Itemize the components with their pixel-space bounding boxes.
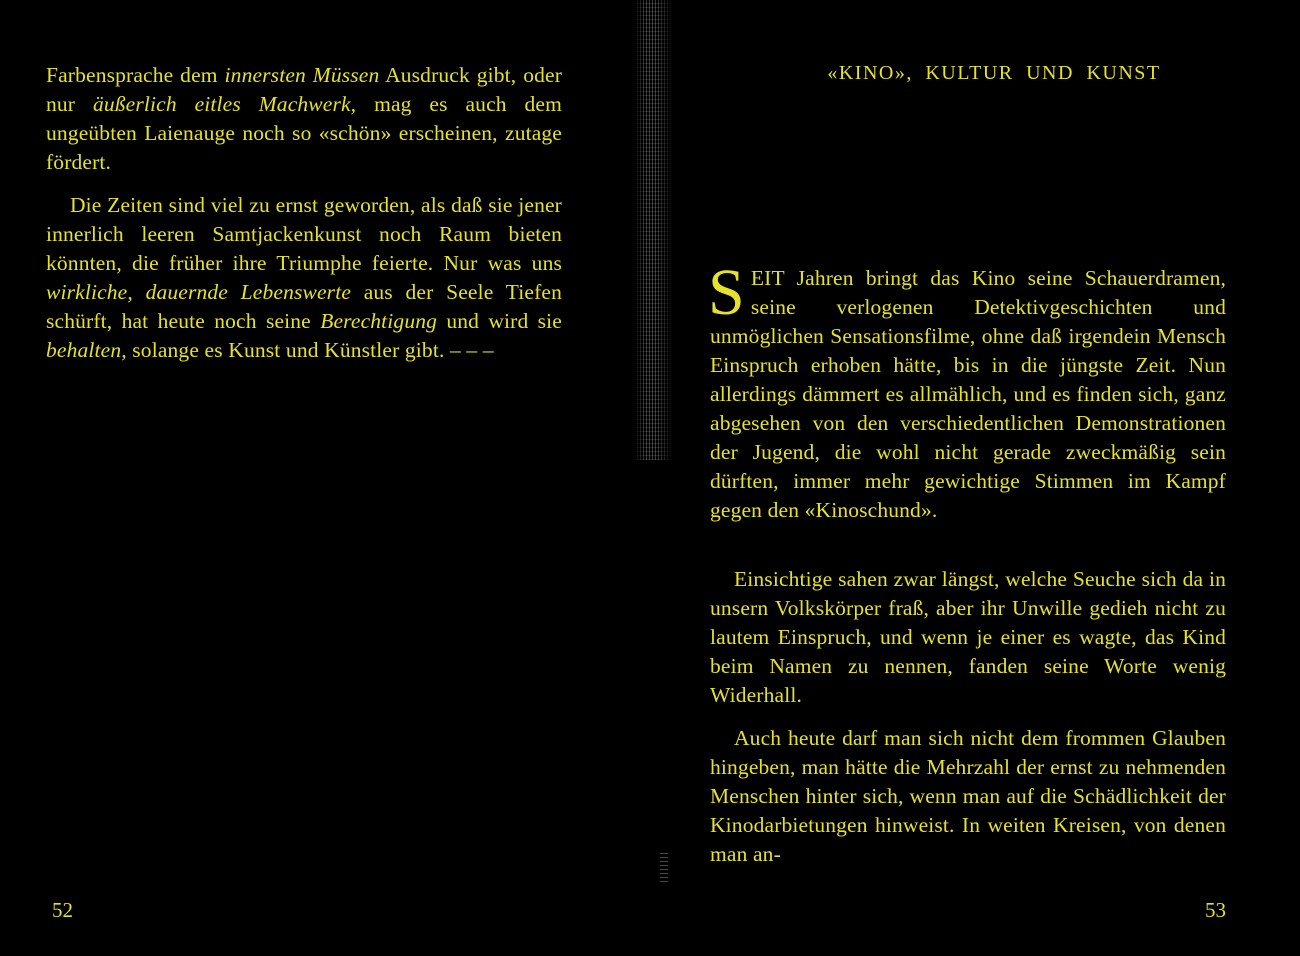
right-paragraph-3: Auch heute darf man sich nicht dem frommen Glauben hingeben, man hätte die Mehrzahl der ernst zu nehmenden Menschen hinter sich, wenn man auf die Schädlichkeit der Kinodarbietungen hinweist. In weiten Kreisen, von denen man an-	[710, 726, 1226, 866]
left-page	[46, 0, 562, 956]
right-paragraph-1	[708, 256, 1226, 525]
right-page	[710, 0, 1226, 956]
running-head: «KINO», KULTUR UND KUNST	[827, 62, 1161, 84]
italic-phrase: innersten Müssen	[224, 63, 380, 87]
drop-cap: S	[708, 256, 745, 329]
italic-phrase: wirkliche, dauernde Lebenswerte	[46, 280, 352, 304]
italic-phrase: behalten,	[46, 338, 127, 362]
right-paragraph-2: Einsichtige sahen zwar längst, welche Seuche sich da in unsern Volkskörper fraß, aber ihr Unwille gedieh nicht zu lautem Einspruch, und wenn je einer es wagte, das Kind beim Namen zu nennen, fanden seine Worte wenig Widerhall.	[710, 567, 1226, 707]
italic-phrase: äußerlich eitles Machwerk,	[92, 92, 357, 116]
book-gutter-shadow	[634, 0, 674, 460]
left-paragraph-1: Farbensprache dem innersten Müssen Ausdruck gibt, oder nur äußerlich eitles Machwerk, mag es auch dem ungeübten Laienauge noch so «schön» erscheinen, zutage fördert.	[46, 63, 563, 174]
page-number-right: 53	[1205, 898, 1226, 922]
italic-phrase: Berechtigung	[320, 309, 438, 333]
book-gutter-mark	[660, 850, 668, 882]
right-paragraph-1-text: EIT Jahren bringt das Kino seine Schauerdramen, seine verlogenen Detektivgeschichten und unmöglichen Sensationsfilme, ohne daß irgendein Mensch Einspruch erhoben hätte, bis in die jüngste Zeit. Nun allerdings dämmert es allmählich, und es finden sich, ganz abgesehen von den verschiedentlichen Demonstrationen der Jugend, die wohl nicht gerade zweckmäßig sein dürften, immer mehr gewichtige Stimmen im Kampf gegen den «Kinoschund».	[710, 266, 1226, 522]
left-paragraph-2: Die Zeiten sind viel zu ernst geworden, als daß sie jener innerlich leeren Samtjackenkunst noch Raum bieten könnten, die früher ihre Triumphe feierte. Nur was uns wirkliche, dauernde Lebenswerte aus der Seele Tiefen schürft, hat heute noch seine Berechtigung und wird sie behalten, solange es Kunst und Künstler gibt. – – –	[46, 193, 562, 362]
page-number-left: 52	[52, 898, 73, 922]
